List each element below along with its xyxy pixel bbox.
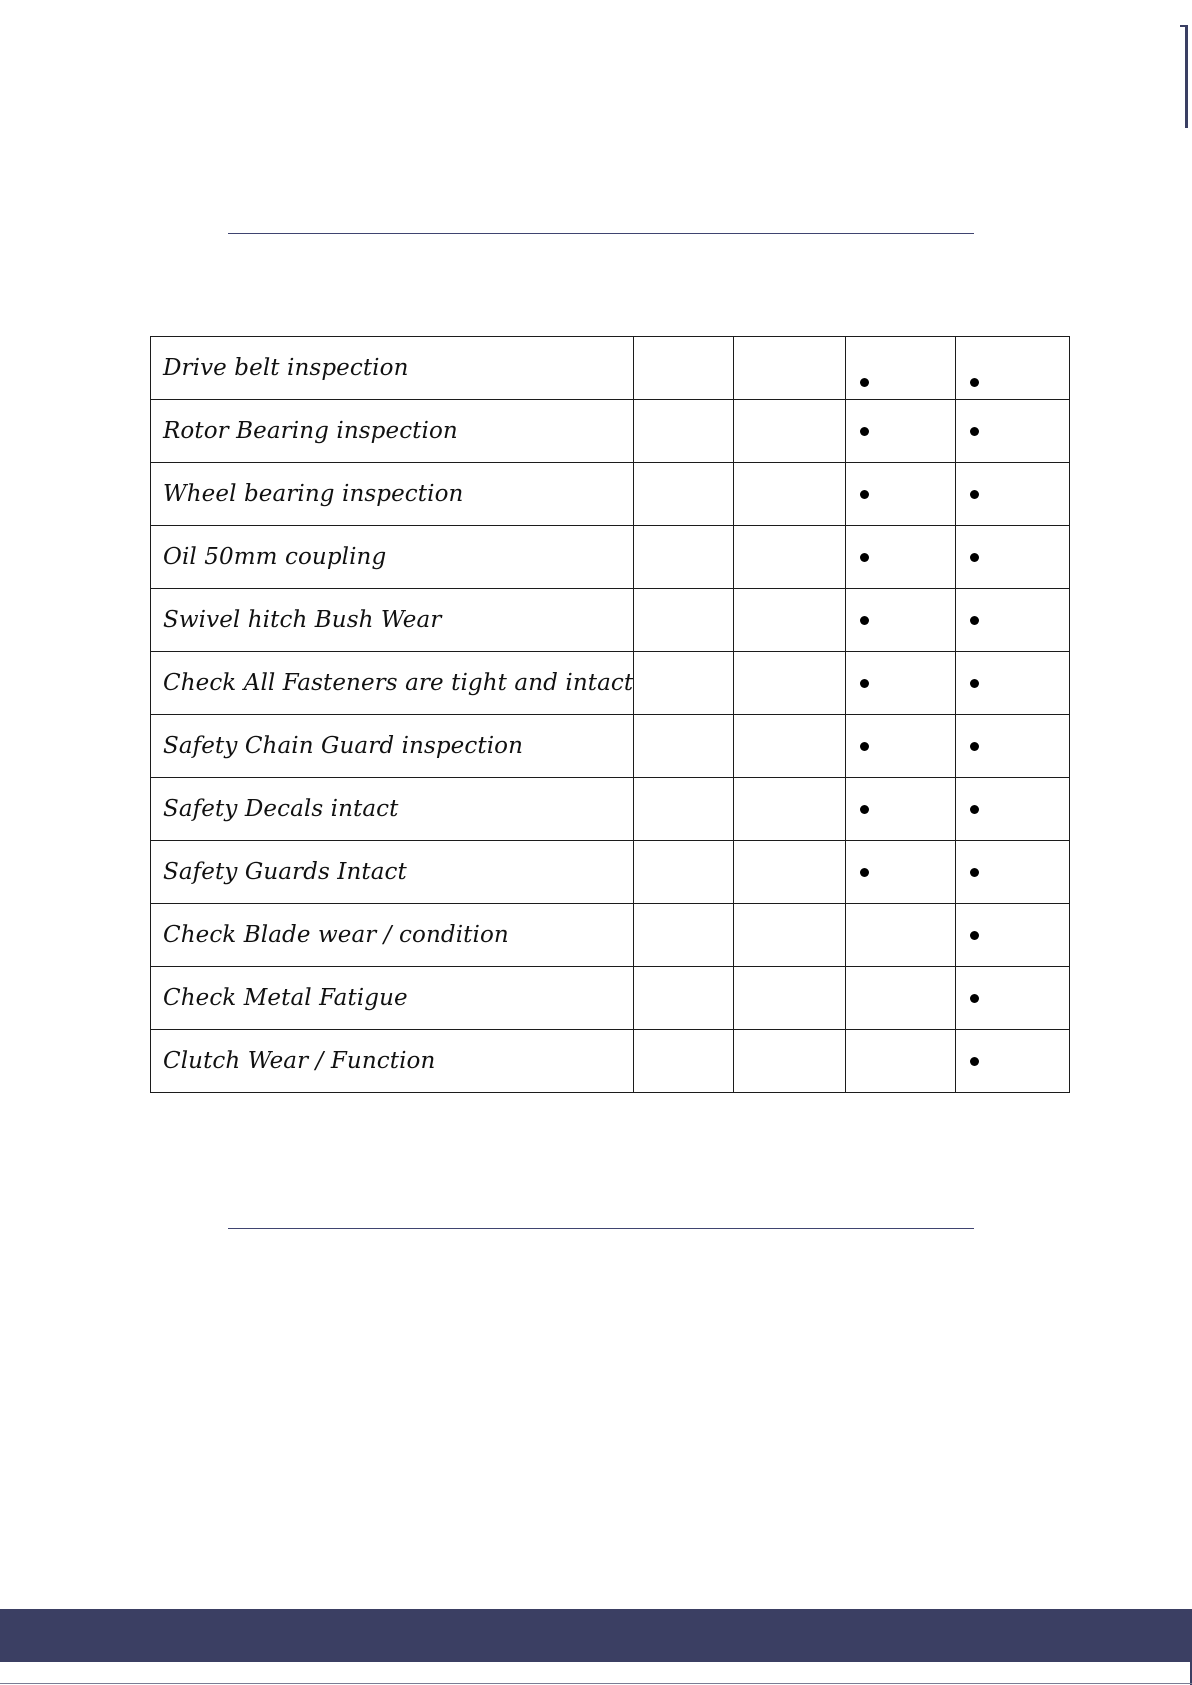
mark-cell-col-1 — [634, 337, 734, 400]
task-cell — [151, 967, 634, 1030]
task-cell — [151, 904, 634, 967]
task-cell — [151, 337, 634, 400]
mark-cell-col-4 — [956, 337, 1070, 400]
bullet-dot-icon — [860, 742, 869, 751]
bullet-dot-icon — [970, 490, 979, 499]
mark-cell-col-1 — [634, 652, 734, 715]
mark-cell-col-3 — [846, 337, 956, 400]
table-row — [151, 589, 1070, 652]
task-cell — [151, 589, 634, 652]
mark-cell-col-4 — [956, 652, 1070, 715]
mark-cell-col-3 — [846, 1030, 956, 1093]
mark-cell-col-4 — [956, 589, 1070, 652]
task-cell — [151, 652, 634, 715]
task-label: Swivel hitch Bush Wear — [163, 607, 442, 633]
task-label: Safety Chain Guard inspection — [163, 733, 524, 759]
bullet-dot-icon — [860, 616, 869, 625]
bullet-dot-icon — [970, 931, 979, 940]
mark-cell-col-2 — [734, 715, 846, 778]
mark-cell-col-4 — [956, 967, 1070, 1030]
task-label: Rotor Bearing inspection — [163, 418, 458, 444]
task-label: Wheel bearing inspection — [163, 481, 464, 507]
task-label: Oil 50mm coupling — [163, 544, 387, 570]
mark-cell-col-2 — [734, 652, 846, 715]
mark-cell-col-2 — [734, 841, 846, 904]
mark-cell-col-2 — [734, 400, 846, 463]
mark-cell-col-1 — [634, 967, 734, 1030]
footer-band — [0, 1609, 1192, 1662]
mark-cell-col-3 — [846, 652, 956, 715]
mark-cell-col-3 — [846, 967, 956, 1030]
bullet-dot-icon — [970, 868, 979, 877]
mark-cell-col-3 — [846, 904, 956, 967]
mark-cell-col-1 — [634, 841, 734, 904]
table-row — [151, 715, 1070, 778]
task-cell — [151, 400, 634, 463]
mark-cell-col-1 — [634, 526, 734, 589]
mark-cell-col-2 — [734, 337, 846, 400]
bullet-dot-icon — [970, 679, 979, 688]
task-cell — [151, 463, 634, 526]
bottom-divider — [228, 1228, 974, 1229]
mark-cell-col-3 — [846, 526, 956, 589]
task-label: Safety Decals intact — [163, 796, 399, 822]
bullet-dot-icon — [970, 553, 979, 562]
mark-cell-col-2 — [734, 967, 846, 1030]
bullet-dot-icon — [860, 805, 869, 814]
mark-cell-col-1 — [634, 463, 734, 526]
task-label: Check All Fasteners are tight and intact — [163, 670, 634, 696]
mark-cell-col-1 — [634, 400, 734, 463]
task-cell — [151, 715, 634, 778]
task-label: Clutch Wear / Function — [163, 1048, 436, 1074]
task-cell — [151, 841, 634, 904]
bullet-dot-icon — [970, 805, 979, 814]
mark-cell-col-3 — [846, 463, 956, 526]
task-label: Drive belt inspection — [163, 355, 409, 381]
mark-cell-col-3 — [846, 400, 956, 463]
table-row — [151, 778, 1070, 841]
task-cell — [151, 778, 634, 841]
table-row — [151, 337, 1070, 400]
table-row — [151, 841, 1070, 904]
bullet-dot-icon — [970, 616, 979, 625]
bullet-dot-icon — [970, 427, 979, 436]
mark-cell-col-2 — [734, 463, 846, 526]
mark-cell-col-1 — [634, 904, 734, 967]
corner-bracket — [1180, 25, 1188, 128]
page-bottom-line — [0, 1683, 1192, 1684]
mark-cell-col-4 — [956, 841, 1070, 904]
bullet-dot-icon — [970, 994, 979, 1003]
bullet-dot-icon — [860, 427, 869, 436]
bullet-dot-icon — [860, 553, 869, 562]
table-row — [151, 652, 1070, 715]
maintenance-checklist-table — [150, 336, 1070, 1093]
mark-cell-col-3 — [846, 841, 956, 904]
task-cell — [151, 526, 634, 589]
mark-cell-col-1 — [634, 589, 734, 652]
task-cell — [151, 1030, 634, 1093]
table-row — [151, 967, 1070, 1030]
bullet-dot-icon — [970, 378, 979, 387]
mark-cell-col-1 — [634, 1030, 734, 1093]
mark-cell-col-2 — [734, 904, 846, 967]
mark-cell-col-3 — [846, 715, 956, 778]
task-label: Check Metal Fatigue — [163, 985, 408, 1011]
task-label: Safety Guards Intact — [163, 859, 407, 885]
mark-cell-col-3 — [846, 778, 956, 841]
mark-cell-col-3 — [846, 589, 956, 652]
mark-cell-col-4 — [956, 715, 1070, 778]
mark-cell-col-4 — [956, 1030, 1070, 1093]
task-label: Check Blade wear / condition — [163, 922, 509, 948]
table-row — [151, 526, 1070, 589]
mark-cell-col-2 — [734, 526, 846, 589]
mark-cell-col-1 — [634, 715, 734, 778]
table-row — [151, 1030, 1070, 1093]
table-row — [151, 463, 1070, 526]
bullet-dot-icon — [860, 490, 869, 499]
mark-cell-col-4 — [956, 778, 1070, 841]
mark-cell-col-4 — [956, 526, 1070, 589]
mark-cell-col-4 — [956, 904, 1070, 967]
mark-cell-col-4 — [956, 463, 1070, 526]
table-row — [151, 904, 1070, 967]
bullet-dot-icon — [860, 378, 869, 387]
bullet-dot-icon — [970, 742, 979, 751]
mark-cell-col-1 — [634, 778, 734, 841]
mark-cell-col-2 — [734, 589, 846, 652]
bullet-dot-icon — [970, 1057, 979, 1066]
table-row — [151, 400, 1070, 463]
mark-cell-col-4 — [956, 400, 1070, 463]
top-divider — [228, 233, 974, 234]
bullet-dot-icon — [860, 679, 869, 688]
mark-cell-col-2 — [734, 1030, 846, 1093]
bullet-dot-icon — [860, 868, 869, 877]
mark-cell-col-2 — [734, 778, 846, 841]
